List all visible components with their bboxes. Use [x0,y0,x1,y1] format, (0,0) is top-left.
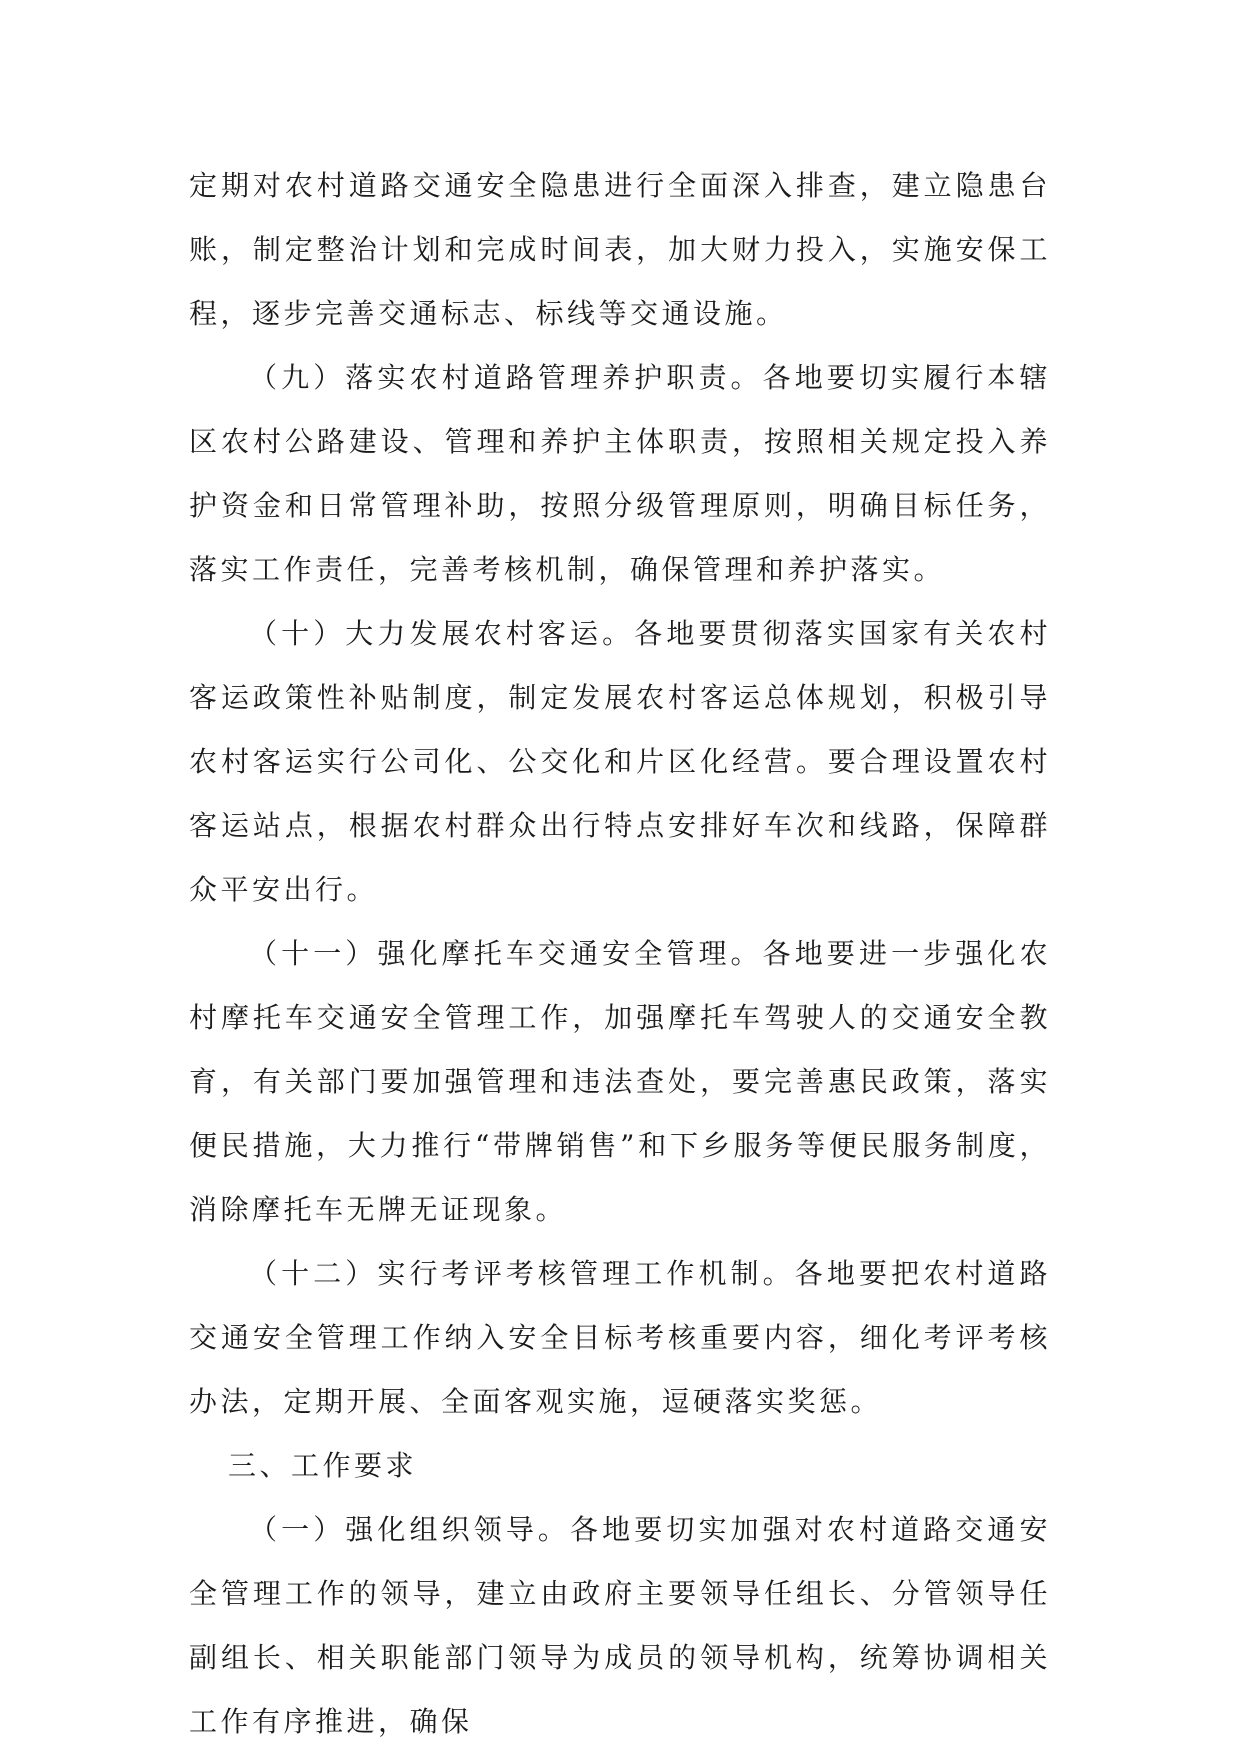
paragraph-item-9: （九）落实农村道路管理养护职责。各地要切实履行本辖区农村公路建设、管理和养护主体职责，按照相关规定投入养护资金和日常管理补助，按照分级管理原则，明确目标任务，落实工作责任，完善考核机制，确保管理和养护落实。 [189,361,1051,586]
paragraph-requirement-1: （一）强化组织领导。各地要切实加强对农村道路交通安全管理工作的领导，建立由政府主要领导任组长、分管领导任副组长、相关职能部门领导为成员的领导机构，统筹协调相关工作有序推进，确保 [189,1513,1051,1738]
paragraph-item-10: （十）大力发展农村客运。各地要贯彻落实国家有关农村客运政策性补贴制度，制定发展农村客运总体规划，积极引导农村客运实行公司化、公交化和片区化经营。要合理设置农村客运站点，根据农村群众出行特点安排好车次和线路，保障群众平安出行。 [189,617,1051,906]
paragraph-item-11: （十一）强化摩托车交通安全管理。各地要进一步强化农村摩托车交通安全管理工作，加强摩托车驾驶人的交通安全教育，有关部门要加强管理和违法查处，要完善惠民政策，落实便民措施，大力推行“带牌销售”和下乡服务等便民服务制度，消除摩托车无牌无证现象。 [189,937,1051,1226]
paragraph-continuation: 定期对农村道路交通安全隐患进行全面深入排查，建立隐患台账，制定整治计划和完成时间表，加大财力投入，实施安保工程，逐步完善交通标志、标线等交通设施。 [189,169,1051,330]
paragraph-item-12: （十二）实行考评考核管理工作机制。各地要把农村道路交通安全管理工作纳入安全目标考核重要内容，细化考评考核办法，定期开展、全面客观实施，逗硬落实奖惩。 [189,1257,1051,1418]
section-heading-work-requirements: 三、工作要求 [228,1449,418,1482]
document-body [189,154,1051,1754]
